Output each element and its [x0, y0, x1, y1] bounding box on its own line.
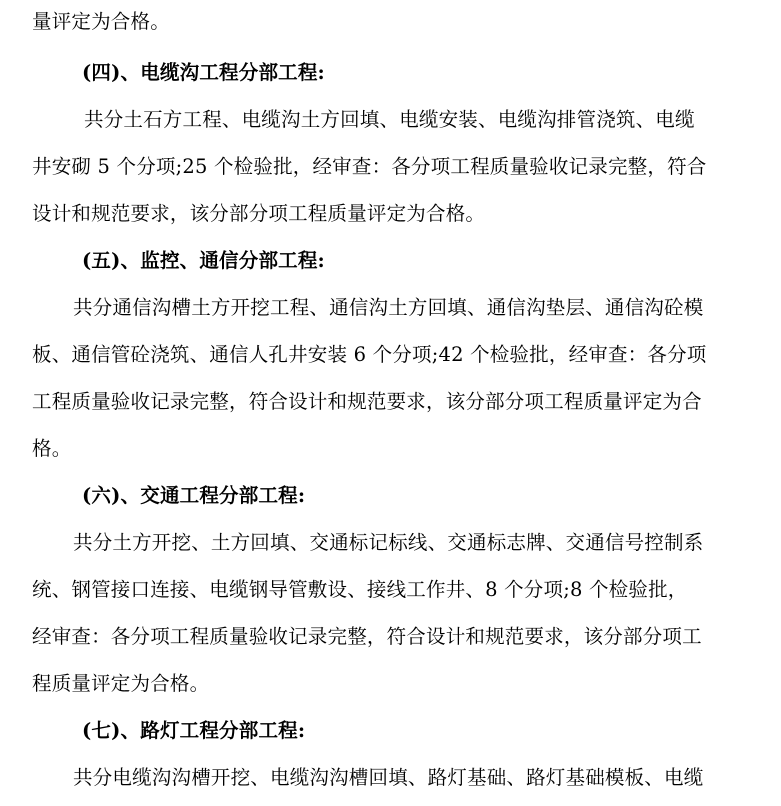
section-heading-7: (七)、路灯工程分部工程:	[82, 719, 306, 742]
section-heading-4: (四)、电缆沟工程分部工程:	[82, 61, 325, 84]
body-text-line: 统、钢管接口连接、电缆钢导管敷设、接线工作井、8 个分项;8 个检验批，	[32, 578, 688, 601]
body-text-line: 共分土方开挖、土方回填、交通标记标线、交通标志牌、交通信号控制系	[73, 531, 704, 554]
body-text-line: 经审查：各分项工程质量验收记录完整，符合设计和规范要求，该分部分项工	[32, 625, 702, 648]
section-heading-6: (六)、交通工程分部工程:	[82, 484, 306, 507]
body-text-line: 共分电缆沟沟槽开挖、电缆沟沟槽回填、路灯基础、路灯基础模板、电缆	[73, 766, 704, 789]
body-text-line: 工程质量验收记录完整，符合设计和规范要求，该分部分项工程质量评定为合	[32, 390, 702, 413]
body-text-line: 程质量评定为合格。	[32, 672, 210, 695]
body-text-line: 格。	[32, 437, 72, 460]
section-heading-5: (五)、监控、通信分部工程:	[82, 249, 325, 272]
body-text-line: 井安砌 5 个分项;25 个检验批，经审查：各分项工程质量验收记录完整，符合	[32, 155, 707, 178]
body-text-line: 共分通信沟槽土方开挖工程、通信沟土方回填、通信沟垫层、通信沟砼模	[73, 296, 704, 319]
body-text-line: 共分土石方工程、电缆沟土方回填、电缆安装、电缆沟排管浇筑、电缆	[84, 108, 695, 131]
body-text-line: 板、通信管砼浇筑、通信人孔井安装 6 个分项;42 个检验批，经审查：各分项	[32, 343, 707, 366]
body-text-line: 量评定为合格。	[32, 10, 170, 33]
body-text-line: 设计和规范要求，该分部分项工程质量评定为合格。	[32, 202, 486, 225]
